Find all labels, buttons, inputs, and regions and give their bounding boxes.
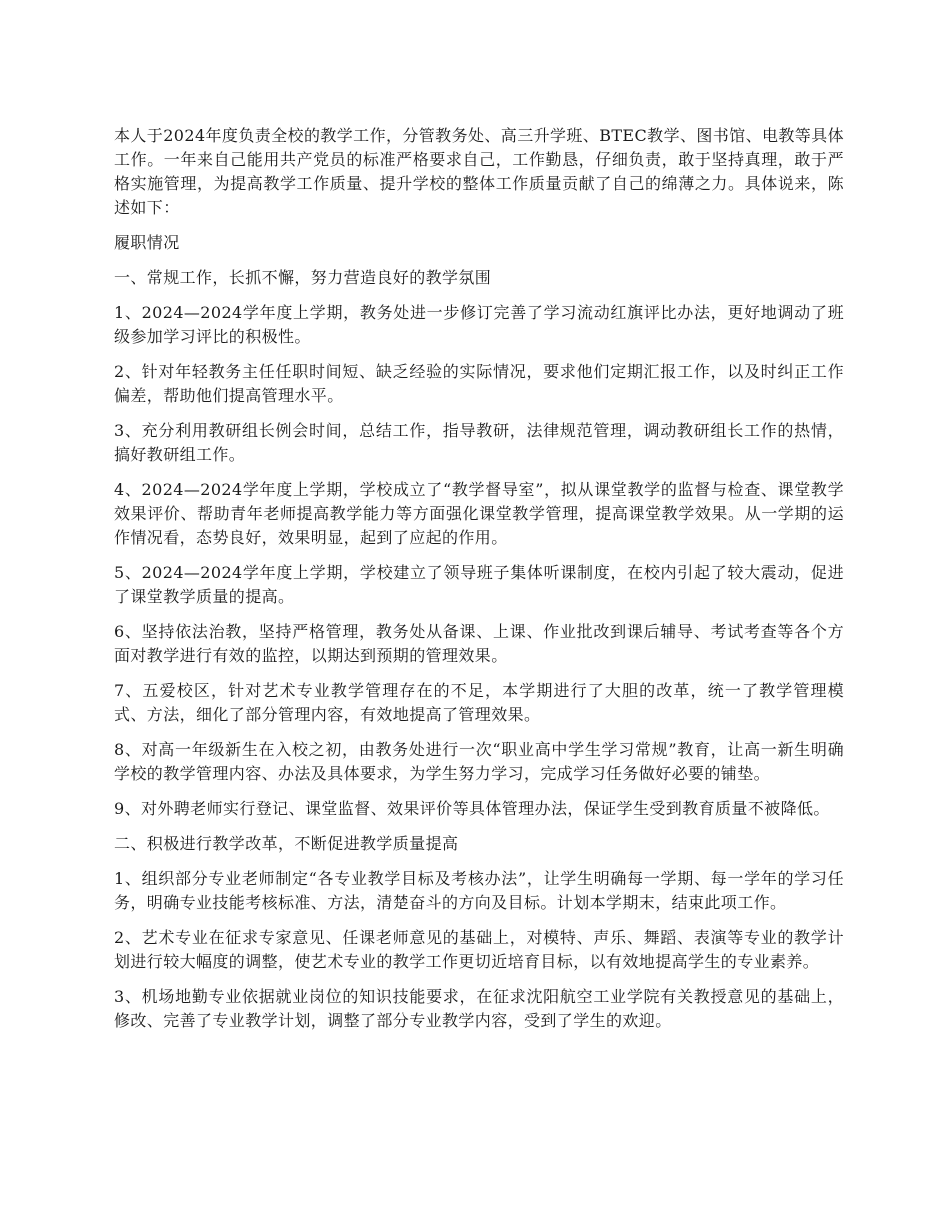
- part2-item-2: 2、艺术专业在征求专家意见、任课老师意见的基础上，对模特、声乐、舞蹈、表演等专业的教学计划进行较大幅度的调整，使艺术专业的教学工作更切近培育目标，以有效地提高学生的专业素养。: [114, 928, 844, 971]
- part2-item-1: 1、组织部分专业老师制定“各专业教学目标及考核办法”，让学生明确每一学期、每一学年的学习任务，明确专业技能考核标准、方法，清楚奋斗的方向及目标。计划本学期末，结束此项工作。: [114, 869, 844, 912]
- part2-item-3: 3、机场地勤专业依据就业岗位的知识技能要求，在征求沈阳航空工业学院有关教授意见的基础上，修改、完善了专业教学计划，调整了部分专业教学内容，受到了学生的欢迎。: [114, 987, 844, 1030]
- part2-heading: 二、积极进行教学改革，不断促进教学质量提高: [114, 834, 459, 853]
- intro-paragraph: 本人于2024年度负责全校的教学工作，分管教务处、高三升学班、BTEC教学、图书馆、电教等具体工作。一年来自己能用共产党员的标准严格要求自己，工作勤恳，仔细负责，敢于坚持真理，敢于严格实施管理，为提高教学工作质量、提升学校的整体工作质量贡献了自己的绵薄之力。具体说来，陈述如下：: [114, 126, 844, 217]
- part1-item-4: 4、2024—2024学年度上学期，学校成立了“教学督导室”，拟从课堂教学的监督与检查、课堂教学效果评价、帮助青年老师提高教学能力等方面强化课堂教学管理，提高课堂教学效果。从一学期的运作情况看，态势良好，效果明显，起到了应起的作用。: [114, 480, 844, 547]
- part1-item-6: 6、坚持依法治教，坚持严格管理，教务处从备课、上课、作业批改到课后辅导、考试考查等各个方面对教学进行有效的监控，以期达到预期的管理效果。: [114, 622, 844, 665]
- part1-item-7: 7、五爱校区，针对艺术专业教学管理存在的不足，本学期进行了大胆的改革，统一了教学管理模式、方法，细化了部分管理内容，有效地提高了管理效果。: [114, 681, 844, 724]
- part1-heading: 一、常规工作，长抓不懈，努力营造良好的教学氛围: [114, 268, 492, 287]
- part1-item-2: 2、针对年轻教务主任任职时间短、缺乏经验的实际情况，要求他们定期汇报工作，以及时纠正工作偏差，帮助他们提高管理水平。: [114, 362, 844, 405]
- document-body: [114, 124, 844, 1044]
- part1-item-3: 3、充分利用教研组长例会时间，总结工作，指导教研，法律规范管理，调动教研组长工作的热情，搞好教研组工作。: [114, 421, 844, 464]
- part1-item-5: 5、2024—2024学年度上学期，学校建立了领导班子集体听课制度，在校内引起了较大震动，促进了课堂教学质量的提高。: [114, 563, 844, 606]
- part1-item-1: 1、2024—2024学年度上学期，教务处进一步修订完善了学习流动红旗评比办法，更好地调动了班级参加学习评比的积极性。: [114, 303, 844, 346]
- part1-item-9: 9、对外聘老师实行登记、课堂监督、效果评价等具体管理办法，保证学生受到教育质量不被降低。: [114, 799, 830, 818]
- section-title: 履职情况: [114, 233, 180, 252]
- part1-item-8: 8、对高一年级新生在入校之初，由教务处进行一次“职业高中学生学习常规”教育，让高一新生明确学校的教学管理内容、办法及具体要求，为学生努力学习，完成学习任务做好必要的铺垫。: [114, 740, 844, 783]
